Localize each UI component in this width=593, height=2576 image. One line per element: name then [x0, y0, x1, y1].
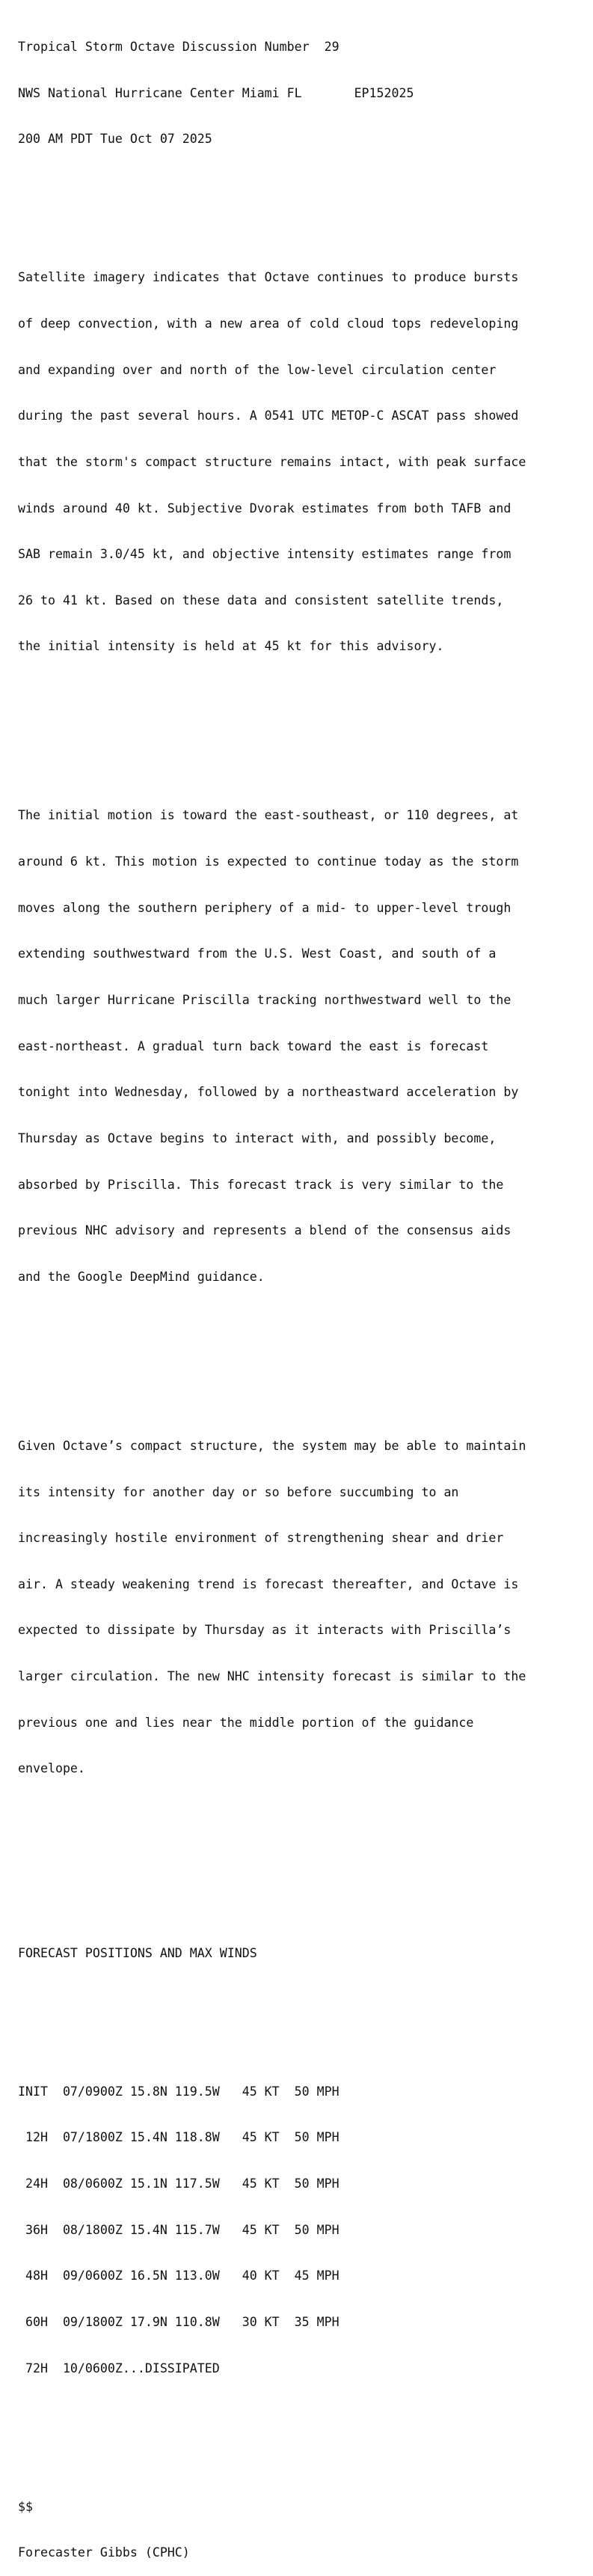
text-line: Given Octave’s compact structure, the system may be able to maintain — [18, 1438, 526, 1453]
blank-line — [18, 1838, 586, 1854]
blank-line — [18, 1885, 586, 1900]
text-line: envelope. — [18, 1761, 85, 1776]
forecast-table — [18, 2054, 586, 2408]
text-line: previous one and lies near the middle portion of the guidance — [18, 1715, 474, 1730]
forecast-row-12h: 12H 07/1800Z 15.4N 118.8W 45 KT 50 MPH — [18, 2130, 339, 2145]
blank-line — [18, 716, 586, 732]
text-line: tonight into Wednesday, followed by a northeastward acceleration by — [18, 1085, 519, 1100]
text-line: SAB remain 3.0/45 kt, and objective intensity estimates range from — [18, 547, 511, 562]
text-line: of deep convection, with a new area of cold cloud tops redeveloping — [18, 316, 519, 331]
blank-line — [18, 178, 586, 194]
text-line: that the storm's compact structure remains intact, with peak surface — [18, 454, 526, 469]
forecast-row-36h: 36H 08/1800Z 15.4N 115.7W 45 KT 50 MPH — [18, 2222, 339, 2237]
text-line: much larger Hurricane Priscilla tracking northwestward well to the — [18, 993, 511, 1007]
forecast-row-24h: 24H 08/0600Z 15.1N 117.5W 45 KT 50 MPH — [18, 2176, 339, 2191]
text-line: The initial motion is toward the east-southeast, or 110 degrees, at — [18, 808, 519, 823]
paragraph-motion — [18, 777, 586, 1315]
text-line: larger circulation. The new NHC intensity forecast is similar to the — [18, 1669, 526, 1684]
text-line: previous NHC advisory and represents a blend of the consensus aids — [18, 1223, 511, 1238]
text-line: Satellite imagery indicates that Octave continues to produce bursts — [18, 270, 519, 285]
text-line: increasingly hostile environment of strengthening shear and drier — [18, 1531, 504, 1546]
text-line: the initial intensity is held at 45 kt for this advisory. — [18, 639, 444, 654]
text-line: extending southwestward from the U.S. West Coast, and south of a — [18, 946, 497, 961]
text-line: during the past several hours. A 0541 UTC METOP-C ASCAT pass showed — [18, 409, 519, 423]
text-line: moves along the southern periphery of a mid- to upper-level trough — [18, 900, 511, 915]
forecast-row-72h: 72H 10/0600Z...DISSIPATED — [18, 2361, 220, 2375]
blank-line — [18, 1992, 586, 2008]
text-line: east-northeast. A gradual turn back toward the east is forecast — [18, 1038, 489, 1053]
issuing-office: NWS National Hurricane Center Miami FL EP152025 — [18, 85, 414, 100]
forecast-heading: FORECAST POSITIONS AND MAX WINDS — [18, 1945, 257, 1960]
text-line: and expanding over and north of the low-level circulation center — [18, 362, 497, 377]
text-line: expected to dissipate by Thursday as it interacts with Priscilla’s — [18, 1623, 511, 1638]
discussion-title: Tropical Storm Octave Discussion Number 29 — [18, 40, 339, 55]
blank-line — [18, 1347, 586, 1362]
forecaster-signature: Forecaster Gibbs (CPHC) — [18, 2545, 190, 2560]
text-line: absorbed by Priscilla. This forecast track is very similar to the — [18, 1177, 504, 1192]
text-line: around 6 kt. This motion is expected to continue today as the storm — [18, 854, 519, 869]
text-line: its intensity for another day or so before succumbing to an — [18, 1484, 459, 1499]
product-terminator: $$ — [18, 2499, 33, 2514]
text-line: and the Google DeepMind guidance. — [18, 1269, 265, 1284]
issue-time: 200 AM PDT Tue Oct 07 2025 — [18, 132, 212, 147]
text-line: winds around 40 kt. Subjective Dvorak estimates from both TAFB and — [18, 501, 511, 515]
forecast-row-48h: 48H 09/0600Z 16.5N 113.0W 40 KT 45 MPH — [18, 2268, 339, 2283]
forecast-row-60h: 60H 09/1800Z 17.9N 110.8W 30 KT 35 MPH — [18, 2315, 339, 2330]
text-line: Thursday as Octave begins to interact with, and possibly become, — [18, 1131, 497, 1145]
blank-line — [18, 2438, 586, 2453]
text-line: 26 to 41 kt. Based on these data and consistent satellite trends, — [18, 593, 504, 608]
paragraph-satellite — [18, 239, 586, 685]
discussion-document — [18, 9, 586, 2576]
forecast-row-init: INIT 07/0900Z 15.8N 119.5W 45 KT 50 MPH — [18, 2084, 339, 2099]
text-line: air. A steady weakening trend is forecast thereafter, and Octave is — [18, 1576, 519, 1591]
paragraph-intensity — [18, 1408, 586, 1808]
